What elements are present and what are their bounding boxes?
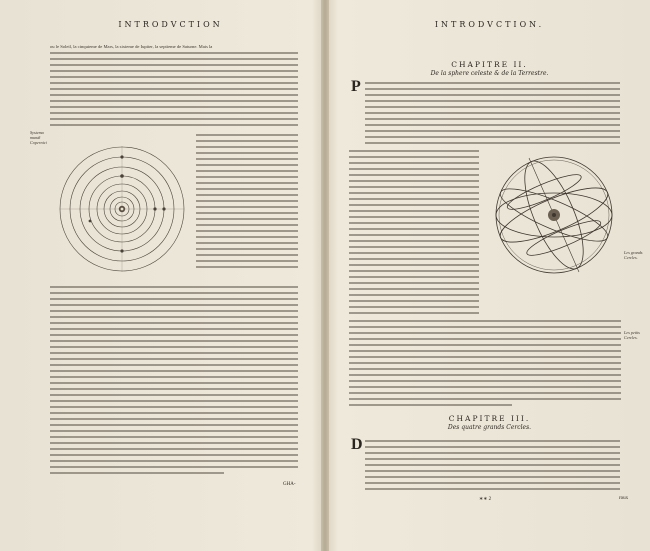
left-first-line: ou le Soleil, la cinquieme de Mars, la sixieme de Iupiter, la septieme de Saturne. Mais la bbox=[50, 44, 213, 49]
right-running-head: INTRODVCTION. bbox=[434, 20, 545, 29]
chapter-3-title: CHAPITRE III. bbox=[448, 414, 531, 423]
left-margin-note: Systema mundi Copernici bbox=[30, 130, 47, 145]
chapter-3-text bbox=[365, 438, 620, 492]
right-page bbox=[329, 0, 650, 551]
book-gutter bbox=[321, 0, 329, 551]
signature-mark: ∗∗ 2 bbox=[479, 497, 492, 502]
left-lower-text bbox=[50, 284, 298, 476]
left-page bbox=[0, 0, 321, 551]
left-intro-text bbox=[50, 44, 298, 128]
chapter-2-closing-text bbox=[349, 318, 621, 408]
left-column-text bbox=[196, 132, 298, 270]
margin-grands-cercles: Les grands Cercles. bbox=[624, 250, 643, 260]
right-catchword: roux bbox=[619, 496, 629, 501]
margin-petits-cercles: Les petits Cercles. bbox=[624, 330, 640, 340]
chapter-3-subtitle: Des quatre grands Cercles. bbox=[447, 424, 532, 431]
left-catchword: GHA- bbox=[283, 482, 296, 487]
copernican-system-diagram bbox=[56, 138, 188, 280]
left-running-head: INTRODVCTION bbox=[118, 20, 223, 29]
chapter-2-subtitle: De la sphere celeste & de la Terrestre. bbox=[430, 70, 549, 77]
chapter-2-title: CHAPITRE II. bbox=[451, 60, 528, 69]
chapter-2-column-text bbox=[349, 148, 479, 316]
chapter-2-initial: P bbox=[351, 78, 361, 95]
armillary-sphere-diagram bbox=[489, 150, 619, 280]
chapter-3-initial: D bbox=[351, 436, 363, 453]
chapter-2-opening-text bbox=[365, 80, 620, 146]
